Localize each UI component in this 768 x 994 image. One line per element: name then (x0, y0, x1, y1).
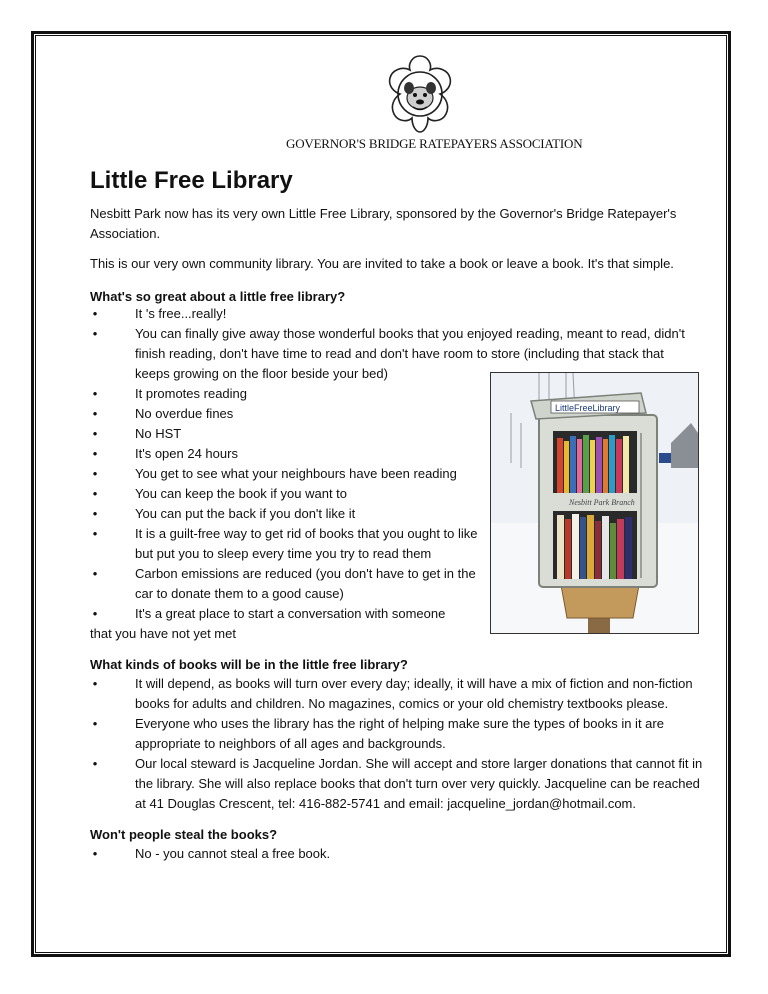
intro-paragraph-1: Nesbitt Park now has its very own Little Free Library, sponsored by the Governor's Bridge Ratepayer's Association. (90, 206, 677, 241)
section-heading-book-types: What kinds of books will be in the little free library? (90, 657, 408, 672)
list-item: • You can finally give away those wonderful books that you enjoyed reading, meant to read, didn't finish reading, don't have time to read and don't have room to store (including that stack that keeps growing on the floor beside your bed) (92, 326, 685, 381)
list-item: • Carbon emissions are reduced (you don't have to get in the car to donate them to a good cause) (92, 566, 476, 601)
section-heading-benefits: What's so great about a little free library? (90, 289, 346, 304)
list-item: • No overdue fines (92, 406, 234, 421)
list-item: • It's open 24 hours (92, 446, 238, 461)
list-item: • It 's free...really! (92, 306, 227, 321)
stealing-list (90, 844, 704, 864)
list-item: • It's a great place to start a conversation with someone that you have not yet met (90, 606, 446, 641)
list-item: • You get to see what your neighbours have been reading (92, 466, 457, 481)
sign-text: LittleFreeLibrary (555, 403, 621, 413)
little-free-library-image (491, 373, 698, 633)
list-item: • It will depend, as books will turn over every day; ideally, it will have a mix of fiction and non-fiction books for adults and children. No magazines, comics or your old chemistry textbooks please. (92, 676, 693, 711)
section-heading-stealing: Won't people steal the books? (90, 827, 278, 842)
list-item: • No HST (92, 426, 182, 441)
rose-emblem-with-bulldog-icon (378, 52, 462, 136)
list-item: • Everyone who uses the library has the right of helping make sure the types of books in it are appropriate to neighbors of all ages and backgrounds. (92, 716, 664, 751)
page-title: Little Free Library (90, 167, 293, 194)
intro-paragraph-2: This is our very own community library. You are invited to take a book or leave a book. It's that simple. (90, 256, 674, 271)
list-item: • It promotes reading (92, 386, 248, 401)
list-item: • Our local steward is Jacqueline Jordan. She will accept and store larger donations that cannot fit in the library. She will also replace books that don't turn over very quickly. Jacqueline can be reached at 41 Douglas Crescent, tel: 416-882-5741 and email: jacqueline_jordan@hotmail.com. (92, 756, 703, 811)
list-item: • It is a guilt-free way to get rid of books that you ought to like but put you to sleep every time you try to read them (92, 526, 478, 561)
list-item: • You can put the back if you don't like it (92, 506, 356, 521)
list-item: • You can keep the book if you want to (92, 486, 348, 501)
plaque-text: Nesbitt Park Branch (569, 498, 635, 507)
book-types-list (90, 674, 704, 814)
list-item: • No - you cannot steal a free book. (92, 846, 331, 861)
library-photo (490, 372, 699, 634)
association-name: GOVERNOR'S BRIDGE RATEPAYERS ASSOCIATION (286, 136, 583, 151)
